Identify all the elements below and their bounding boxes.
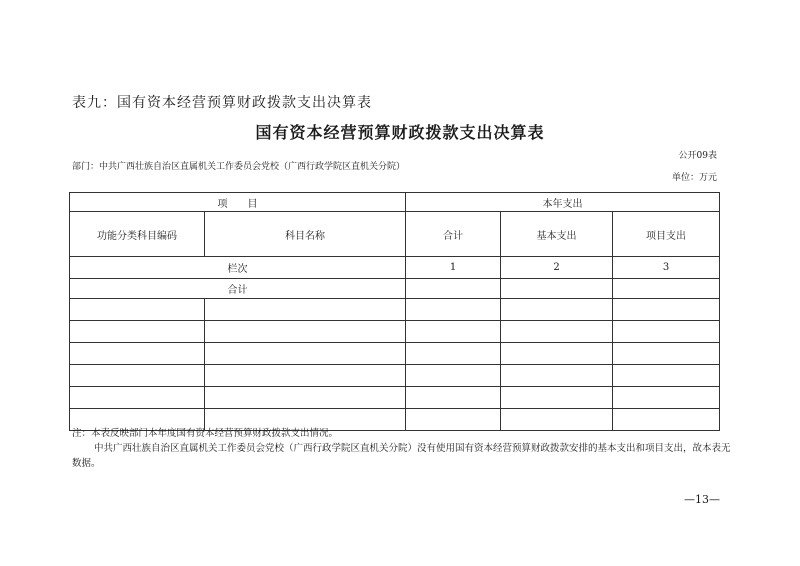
table-row bbox=[70, 387, 720, 409]
page-number: —13— bbox=[684, 493, 720, 506]
total-row-label: 合计 bbox=[70, 279, 406, 299]
table-cell bbox=[205, 365, 406, 387]
table-cell bbox=[70, 387, 205, 409]
table-cell bbox=[406, 343, 501, 365]
table-cell bbox=[205, 299, 406, 321]
table-row bbox=[70, 321, 720, 343]
table-cell bbox=[70, 365, 205, 387]
notes bbox=[72, 426, 732, 471]
table-cell bbox=[613, 365, 720, 387]
form-code: 公开09表 bbox=[678, 151, 717, 161]
table-group-header-row bbox=[70, 193, 720, 212]
total-row-basic-cell bbox=[501, 279, 613, 299]
table-cell bbox=[501, 343, 613, 365]
page-heading: 表九：国有资本经营预算财政拨款支出决算表 bbox=[72, 95, 372, 111]
item-group-header: 项 目 bbox=[70, 193, 406, 212]
column-number-basic: 2 bbox=[501, 257, 613, 279]
table-cell bbox=[613, 321, 720, 343]
table-cell bbox=[501, 387, 613, 409]
table-row bbox=[70, 343, 720, 365]
table-cell bbox=[205, 343, 406, 365]
code-column-header: 功能分类科目编码 bbox=[70, 212, 205, 257]
total-row-total-cell bbox=[406, 279, 501, 299]
table-cell bbox=[406, 299, 501, 321]
table-cell bbox=[406, 387, 501, 409]
column-number-row bbox=[70, 257, 720, 279]
name-column-header: 科目名称 bbox=[205, 212, 406, 257]
column-number-project: 3 bbox=[613, 257, 720, 279]
table-cell bbox=[501, 299, 613, 321]
table-cell bbox=[406, 321, 501, 343]
column-number-label: 栏次 bbox=[70, 257, 406, 279]
table-cell bbox=[501, 365, 613, 387]
total-column-header: 合计 bbox=[406, 212, 501, 257]
table-row bbox=[70, 365, 720, 387]
table-cell bbox=[70, 299, 205, 321]
unit-label: 单位：万元 bbox=[671, 173, 717, 183]
project-column-header: 项目支出 bbox=[613, 212, 720, 257]
expenditure-group-header: 本年支出 bbox=[406, 193, 720, 212]
table-cell bbox=[70, 321, 205, 343]
table-cell bbox=[613, 299, 720, 321]
expenditure-table bbox=[69, 192, 720, 431]
table-cell bbox=[613, 387, 720, 409]
table-cell bbox=[205, 321, 406, 343]
total-row-project-cell bbox=[613, 279, 720, 299]
note-line-2: 中共广西壮族自治区直属机关工作委员会党校（广西行政学院区直机关分院）没有使用国有资本经营预算财政拨款安排的基本支出和项目支出，故本表无数据。 bbox=[72, 443, 731, 469]
basic-column-header: 基本支出 bbox=[501, 212, 613, 257]
table-cell bbox=[406, 365, 501, 387]
table-cell bbox=[613, 343, 720, 365]
total-row bbox=[70, 279, 720, 299]
note-line-1: 注：本表反映部门本年度国有资本经营预算财政拨款支出情况。 bbox=[72, 428, 339, 439]
table-cell bbox=[501, 321, 613, 343]
column-number-total: 1 bbox=[406, 257, 501, 279]
table-title: 国有资本经营预算财政拨款支出决算表 bbox=[255, 123, 545, 142]
table-cell bbox=[70, 343, 205, 365]
table-row bbox=[70, 299, 720, 321]
table-cell bbox=[205, 387, 406, 409]
department-label: 部门：中共广西壮族自治区直属机关工作委员会党校（广西行政学院区直机关分院） bbox=[72, 162, 406, 172]
table-column-header-row bbox=[70, 212, 720, 257]
